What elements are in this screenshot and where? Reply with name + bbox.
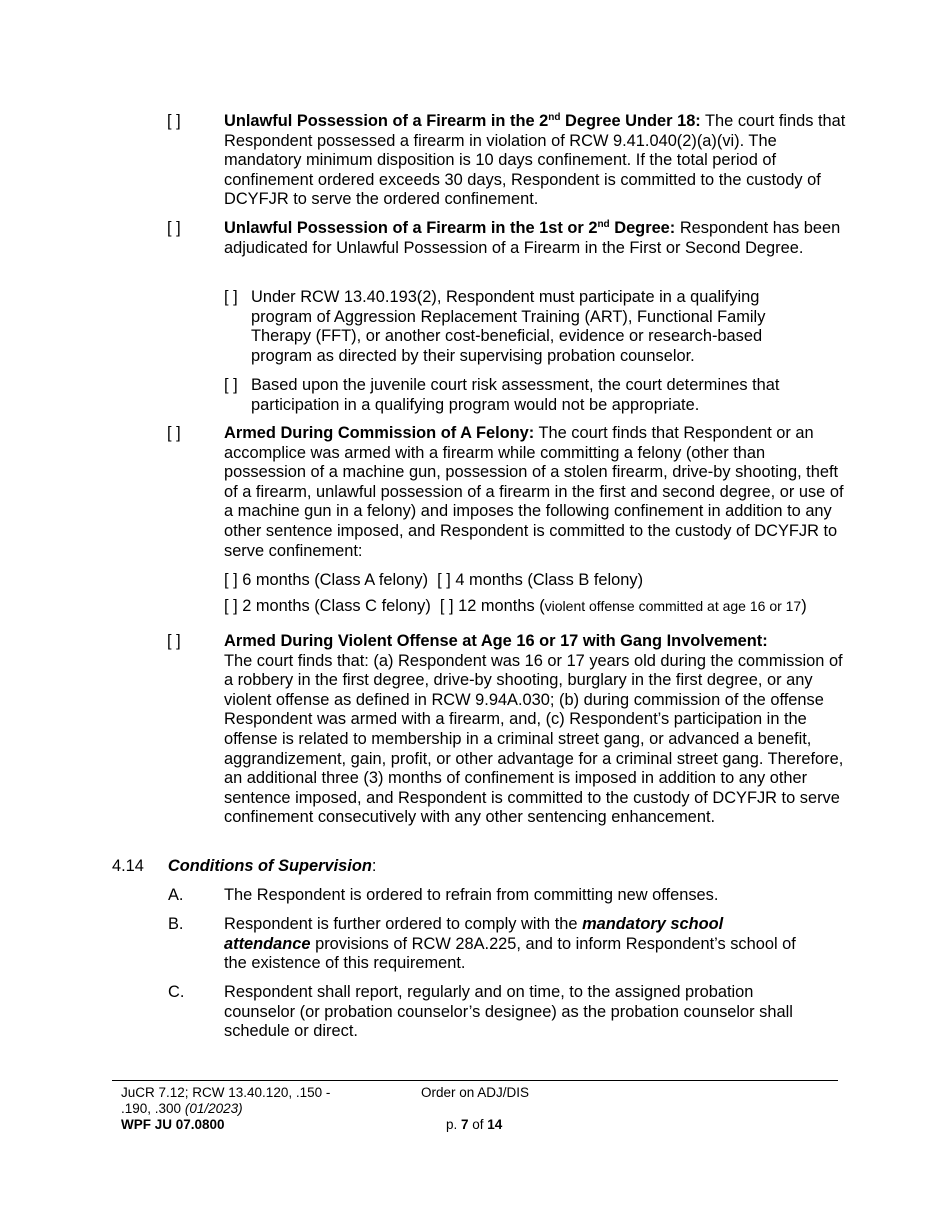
checkbox[interactable]: [ ] <box>224 288 238 306</box>
paragraph-text: The court finds that Respondent or an accomplice was armed with a firearm while committing a felony (other than possession of a machine gun, possession of a stolen firearm, drive-by shooting, theft of a firearm, unlawful possession of a firearm in the first and second degree, or use of a machine gun in a felony) and imposes the following confinement in addition to any other sentence imposed, and Respondent is committed to the custody of DCYFJR to serve confinement: <box>224 424 844 560</box>
firearm-1st-2nd-degree-paragraph <box>167 219 847 258</box>
paragraph-heading: Armed During Violent Offense at Age 16 or 17 with Gang Involvement: <box>224 632 768 650</box>
felony-options-row-1 <box>224 571 643 591</box>
condition-a <box>168 886 808 906</box>
firearm-2nd-degree-under-18-paragraph <box>167 112 847 210</box>
item-letter: C. <box>168 983 185 1001</box>
checkbox[interactable]: [ ] <box>167 219 181 237</box>
paragraph-text: Respondent has been adjudicated for Unlawful Possession of a Firearm in the First or Second Degree. <box>224 219 841 257</box>
option-text: Under RCW 13.40.193(2), Respondent must participate in a qualifying program of Aggression Replacement Training (ART), Functional Family Therapy (FFT), or another cost-beneficial, evidence or research-based program as directed by their supervising probation counselor. <box>251 288 766 365</box>
option-class-b[interactable]: [ ] 4 months (Class B felony) <box>437 571 644 589</box>
program-not-appropriate-option <box>224 376 824 415</box>
paragraph-text: The court finds that: (a) Respondent was 16 or 17 years old during the commission of a robbery in the first degree, drive-by shooting, burglary in the first degree, or any violent offense as defined in RCW 9.94A.030; (b) during commission of the offense Respondent was armed with a firearm, and, (c) Respondent’s participation in the offense is related to membership in a criminal street gang, or advanced a benefit, aggrandizement, gain, profit, or other advantage for a criminal street gang. Therefore, an additional three (3) months of confinement is imposed in addition to any other sentence imposed, and Respondent is committed to the custody of DCYFJR to serve confinement consecutively with any other sentencing enhancement. <box>224 651 844 827</box>
footer-date: (01/2023) <box>184 1101 243 1116</box>
item-text: Respondent shall report, regularly and on time, to the assigned probation counselor (or probation counselor’s designee) as the probation counselor shall schedule or direct. <box>224 983 793 1041</box>
option-12-months[interactable]: [ ] 12 months (violent offense committed at age 16 or 17) <box>439 597 807 615</box>
qualifying-program-option <box>224 288 824 366</box>
paragraph-heading: Unlawful Possession of a Firearm in the 2nd Degree Under 18: <box>224 112 701 130</box>
paragraph-heading: Unlawful Possession of a Firearm in the 1st or 2nd Degree: <box>224 219 676 237</box>
condition-c <box>168 983 808 1042</box>
section-number: 4.14 <box>112 857 144 875</box>
section-title: Conditions of Supervision <box>167 857 372 875</box>
item-text: The Respondent is ordered to refrain from committing new offenses. <box>224 886 719 904</box>
armed-felony-paragraph <box>167 424 847 561</box>
footer-citation: JuCR 7.12; RCW 13.40.120, .150 - .190, .300 (01/2023) <box>121 1085 331 1116</box>
footer-rule <box>112 1080 838 1081</box>
item-letter: B. <box>168 915 184 933</box>
footer-page-number: p. 7 of 14 <box>446 1117 503 1132</box>
checkbox[interactable]: [ ] <box>224 376 238 394</box>
item-letter: A. <box>168 886 184 904</box>
gang-involvement-paragraph <box>167 632 847 828</box>
paragraph-heading: Armed During Commission of A Felony: <box>224 424 535 442</box>
checkbox[interactable]: [ ] <box>167 632 181 650</box>
condition-b <box>168 915 808 974</box>
footer-form-id: WPF JU 07.0800 <box>121 1117 225 1132</box>
option-class-c[interactable]: [ ] 2 months (Class C felony) <box>224 597 431 615</box>
option-text: Based upon the juvenile court risk assessment, the court determines that participation in a qualifying program would not be appropriate. <box>251 376 780 414</box>
section-heading: 4.14 Conditions of Supervision: <box>112 857 377 875</box>
option-class-a[interactable]: [ ] 6 months (Class A felony) <box>224 571 429 589</box>
paragraph-text: The court finds that Respondent possessed a firearm in violation of RCW 9.41.040(2)(a)(vi). The mandatory minimum disposition is 10 days confinement. If the total period of confinement ordered exceeds 30 days, Respondent is committed to the custody of DCYFJR to serve the ordered confinement. <box>224 112 846 209</box>
footer-doc-title: Order on ADJ/DIS <box>421 1085 530 1100</box>
item-text: Respondent is further ordered to comply with the mandatory school attendance provisions of RCW 28A.225, and to inform Respondent’s school of the existence of this requirement. <box>224 915 796 973</box>
checkbox[interactable]: [ ] <box>167 112 181 130</box>
checkbox[interactable]: [ ] <box>167 424 181 442</box>
felony-options-row-2 <box>224 597 807 617</box>
